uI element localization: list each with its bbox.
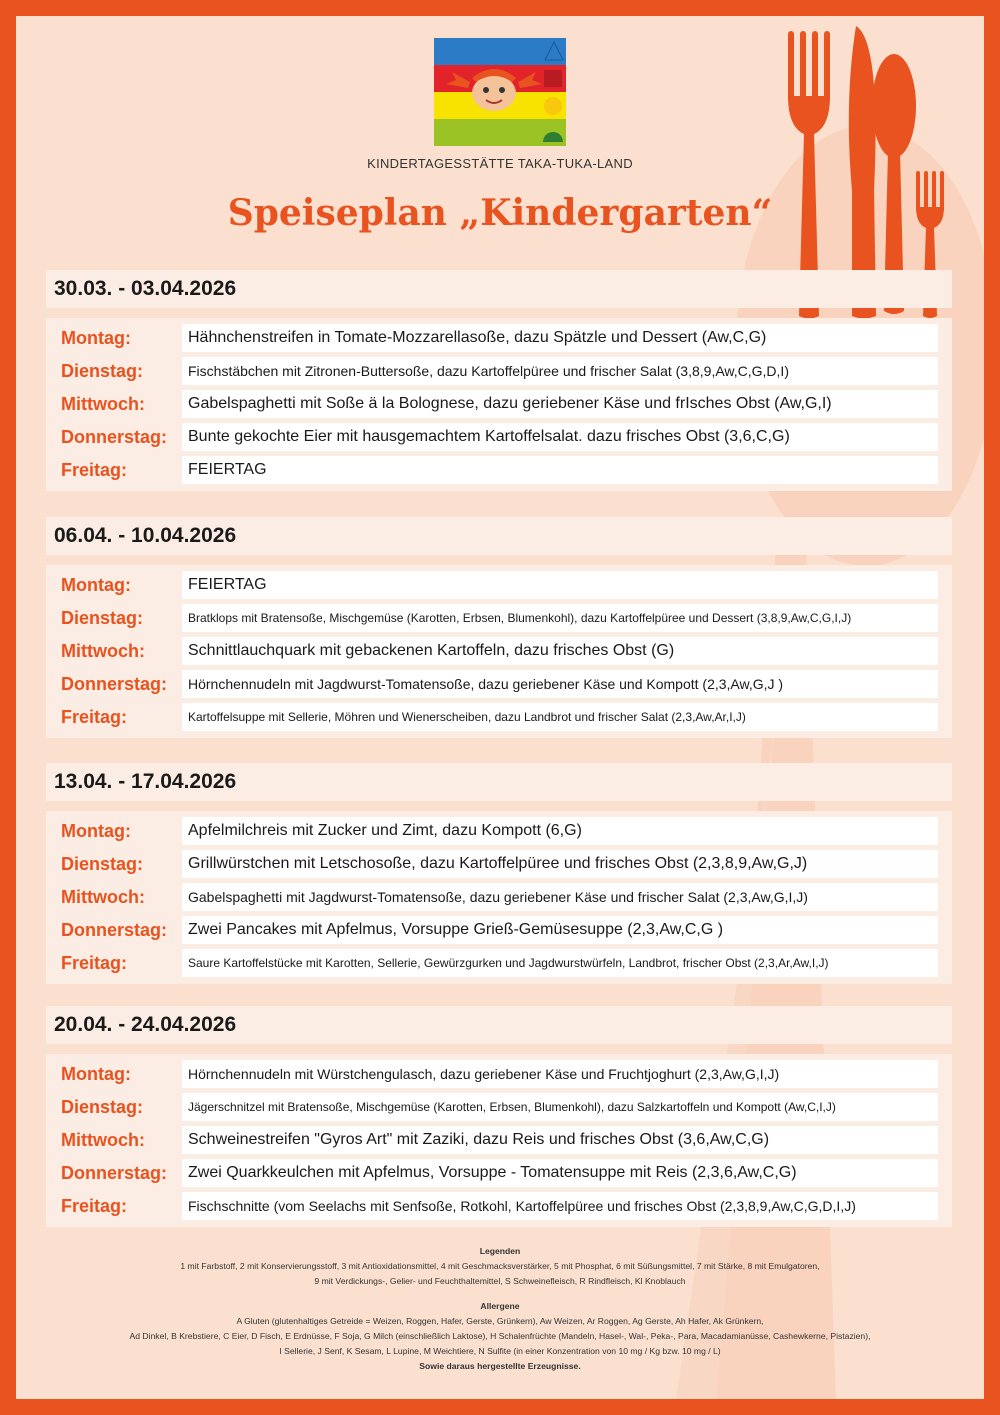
day-row	[46, 668, 952, 701]
meal-text: Schweinestreifen "Gyros Art" mit Zaziki, dazu Reis und frisches Obst (3,6,Aw,C,G)	[182, 1126, 938, 1154]
day-row	[46, 947, 952, 980]
allergens-line: A Gluten (glutenhaltiges Getreide = Weizen, Roggen, Hafer, Gerste, Grünkern), Aw Weizen, Ar Roggen, Ag Gerste, Ah Hafer, Ak Grünkern,	[236, 1316, 764, 1326]
logo-image	[434, 38, 566, 146]
day-label: Dienstag:	[61, 608, 144, 628]
meal-text: Zwei Quarkkeulchen mit Apfelmus, Vorsuppe - Tomatensuppe mit Reis (2,3,6,Aw,C,G)	[182, 1159, 938, 1187]
organization-name: KINDERTAGESSTÄTTE TAKA-TUKA-LAND	[367, 156, 633, 171]
meal-text: Gabelspaghetti mit Soße ä la Bolognese, dazu geriebener Käse und frIsches Obst (Aw,G,I)	[182, 390, 938, 418]
day-label: Mittwoch:	[61, 641, 145, 661]
day-row	[46, 815, 952, 848]
meal-text: Grillwürstchen mit Letschosoße, dazu Kartoffelpüree und frisches Obst (2,3,8,9,Aw,G,J)	[182, 850, 938, 878]
day-row	[46, 1190, 952, 1223]
day-label: Dienstag:	[61, 361, 144, 381]
allergens-footer: Sowie daraus hergestellte Erzeugnisse.	[419, 1361, 581, 1371]
week-section	[46, 763, 952, 984]
week-section	[46, 1006, 952, 1227]
meal-text: Bunte gekochte Eier mit hausgemachtem Kartoffelsalat. dazu frisches Obst (3,6,C,G)	[182, 423, 938, 451]
week-date-range: 06.04. - 10.04.2026	[46, 517, 952, 555]
day-row	[46, 322, 952, 355]
day-row	[46, 1124, 952, 1157]
day-label: Montag:	[61, 1064, 131, 1084]
allergens-title: Allergene	[480, 1301, 520, 1311]
allergens-line: I Sellerie, J Senf, K Sesam, L Lupine, M Weichtiere, N Sulfite (in einer Konzentration von 10 mg / Kg bzw. 10 mg / L)	[279, 1346, 721, 1356]
week-days	[46, 811, 952, 984]
day-row	[46, 914, 952, 947]
week-date-range: 30.03. - 03.04.2026	[46, 270, 952, 308]
legend-line: 1 mit Farbstoff, 2 mit Konservierungsstoff, 3 mit Antioxidationsmittel, 4 mit Geschmacksverstärker, 5 mit Phosphat, 6 mit Süßungsmittel, 7 mit Stärke, 8 mit Emulgatoren,	[180, 1261, 820, 1271]
day-row	[46, 881, 952, 914]
day-label: Mittwoch:	[61, 887, 145, 907]
meal-text: Hähnchenstreifen in Tomate-Mozzarellasoße, dazu Spätzle und Dessert (Aw,C,G)	[182, 324, 938, 352]
day-label: Donnerstag:	[61, 674, 168, 694]
day-row	[46, 1157, 952, 1190]
day-label: Dienstag:	[61, 854, 144, 874]
meal-text: Hörnchennudeln mit Würstchengulasch, dazu geriebener Käse und Fruchtjoghurt (2,3,Aw,G,I,J)	[182, 1060, 938, 1088]
day-label: Freitag:	[61, 460, 128, 480]
meal-text: Jägerschnitzel mit Bratensoße, Mischgemüse (Karotten, Erbsen, Blumenkohl), dazu Salzkartoffeln und Kompott (Aw,C,I,J)	[182, 1093, 938, 1121]
week-days	[46, 318, 952, 491]
legend-block	[36, 1244, 964, 1374]
meal-text: Apfelmilchreis mit Zucker und Zimt, dazu Kompott (6,G)	[182, 817, 938, 845]
day-label: Montag:	[61, 328, 131, 348]
day-label: Donnerstag:	[61, 1163, 168, 1183]
week-date-range: 13.04. - 17.04.2026	[46, 763, 952, 801]
day-label: Montag:	[61, 821, 131, 841]
menu-page	[16, 16, 984, 1399]
day-label: Freitag:	[61, 953, 128, 973]
meal-text: Fischstäbchen mit Zitronen-Buttersoße, dazu Kartoffelpüree und frischer Salat (3,8,9,Aw,C,G,D,I)	[182, 357, 938, 385]
meal-text: Saure Kartoffelstücke mit Karotten, Sellerie, Gewürzgurken und Jagdwurstwürfeln, Landbrot, frischer Obst (2,3,Ar,Aw,I,J)	[182, 949, 938, 977]
day-label: Freitag:	[61, 707, 128, 727]
day-row	[46, 1091, 952, 1124]
legend-line: 9 mit Verdickungs-, Gelier- und Feuchthaltemittel, S Schweinefleisch, R Rindfleisch, Kl Knoblauch	[314, 1276, 686, 1286]
week-date-range: 20.04. - 24.04.2026	[46, 1006, 952, 1044]
day-row	[46, 421, 952, 454]
day-row	[46, 635, 952, 668]
meal-text: Zwei Pancakes mit Apfelmus, Vorsuppe Grieß-Gemüsesuppe (2,3,Aw,C,G )	[182, 916, 938, 944]
day-row	[46, 454, 952, 487]
day-label: Mittwoch:	[61, 394, 145, 414]
meal-text: Hörnchennudeln mit Jagdwurst-Tomatensoße, dazu geriebener Käse und Kompott (2,3,Aw,G,J )	[182, 670, 938, 698]
meal-text: Kartoffelsuppe mit Sellerie, Möhren und Wienerscheiben, dazu Landbrot und frischer Salat (2,3,Aw,Ar,I,J)	[182, 703, 938, 731]
meal-text: Gabelspaghetti mit Jagdwurst-Tomatensoße, dazu geriebener Käse und frischer Salat (2,3,Aw,G,I,J)	[182, 883, 938, 911]
meal-text: Fischschnitte (vom Seelachs mit Senfsoße, Rotkohl, Kartoffelpüree und frisches Obst (2,3,8,9,Aw,C,G,D,I,J)	[182, 1192, 938, 1220]
meal-text: Schnittlauchquark mit gebackenen Kartoffeln, dazu frisches Obst (G)	[182, 637, 938, 665]
day-label: Donnerstag:	[61, 427, 168, 447]
week-days	[46, 565, 952, 738]
meal-text: FEIERTAG	[182, 456, 938, 484]
allergens-line: Ad Dinkel, B Krebstiere, C Eier, D Fisch, E Erdnüsse, F Soja, G Milch (einschließlich Laktose), H Schalenfrüchte (Mandeln, Hasel-, Wal-, Peka-, Para, Macadamianüsse, Cashewkerne, Pistazien),	[129, 1331, 871, 1341]
day-row	[46, 1058, 952, 1091]
day-label: Freitag:	[61, 1196, 128, 1216]
day-row	[46, 388, 952, 421]
day-label: Donnerstag:	[61, 920, 168, 940]
day-label: Dienstag:	[61, 1097, 144, 1117]
legend-title: Legenden	[479, 1246, 521, 1256]
week-section	[46, 270, 952, 491]
meal-text: FEIERTAG	[182, 571, 938, 599]
week-section	[46, 517, 952, 738]
day-row	[46, 602, 952, 635]
meal-text: Bratklops mit Bratensoße, Mischgemüse (Karotten, Erbsen, Blumenkohl), dazu Kartoffelpüree und Dessert (3,8,9,Aw,C,G,I,J)	[182, 604, 938, 632]
day-row	[46, 701, 952, 734]
week-days	[46, 1054, 952, 1227]
day-row	[46, 569, 952, 602]
page-title: Speiseplan „Kindergarten“	[227, 192, 773, 234]
day-row	[46, 355, 952, 388]
day-label: Montag:	[61, 575, 131, 595]
day-row	[46, 848, 952, 881]
day-label: Mittwoch:	[61, 1130, 145, 1150]
